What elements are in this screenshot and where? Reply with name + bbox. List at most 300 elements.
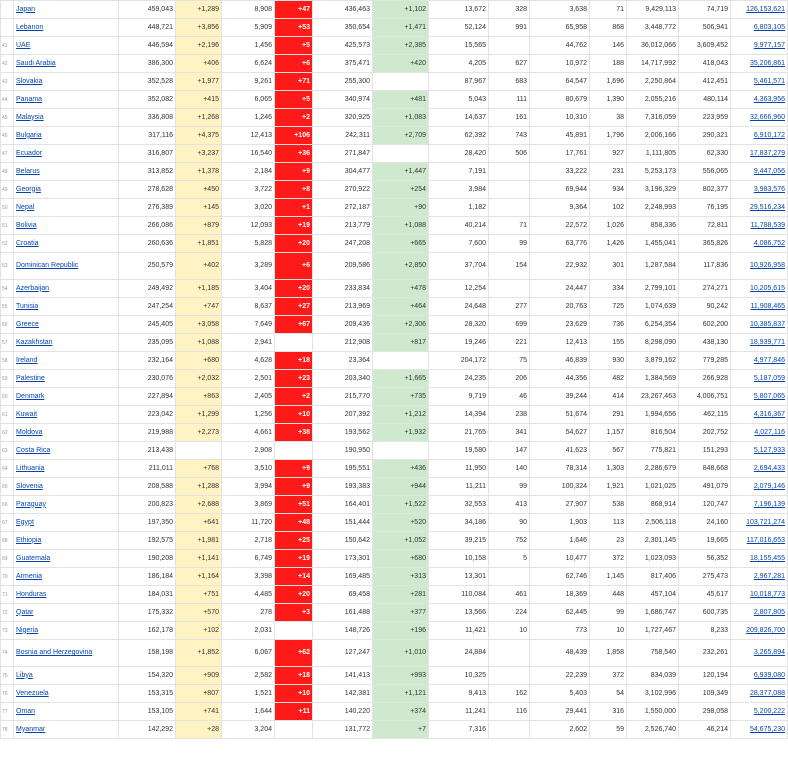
serious-critical: 221 <box>489 334 530 352</box>
population[interactable]: 18,939,771 <box>749 338 785 346</box>
table-row <box>1 199 788 217</box>
new-recovered: +313 <box>373 568 429 586</box>
serious-critical: 752 <box>489 532 530 550</box>
new-cases: +680 <box>176 352 222 370</box>
new-recovered: +1,083 <box>373 109 429 127</box>
new-deaths <box>275 721 313 739</box>
total-recovered: 212,908 <box>313 334 373 352</box>
row-index: 73 <box>1 622 14 640</box>
population[interactable]: 4,316,367 <box>753 410 785 418</box>
country-link[interactable]: Tunisia <box>16 302 39 310</box>
active-cases: 7,191 <box>429 163 489 181</box>
new-cases: +1,288 <box>176 478 222 496</box>
cases-per-million: 22,239 <box>530 667 590 685</box>
cases-per-million: 23,629 <box>530 316 590 334</box>
population[interactable]: 2,694,433 <box>753 464 785 472</box>
country-link[interactable]: Bosnia and Herzegovina <box>16 649 93 656</box>
country-link-cell <box>14 145 119 163</box>
active-cases: 24,648 <box>429 298 489 316</box>
population-cell <box>731 604 788 622</box>
population[interactable]: 209,826,700 <box>746 626 785 634</box>
total-deaths: 3,994 <box>222 478 275 496</box>
cases-per-million: 18,369 <box>530 586 590 604</box>
country-link-cell <box>14 586 119 604</box>
total-cases: 175,332 <box>119 604 176 622</box>
total-cases: 208,588 <box>119 478 176 496</box>
new-recovered: +993 <box>373 667 429 685</box>
population[interactable]: 10,385,837 <box>749 320 785 328</box>
total-deaths: 3,289 <box>222 253 275 280</box>
table-row <box>1 604 788 622</box>
total-cases: 223,042 <box>119 406 176 424</box>
country-link-cell <box>14 199 119 217</box>
deaths-per-million: 71 <box>590 1 627 19</box>
active-cases: 13,566 <box>429 604 489 622</box>
population[interactable]: 35,206,861 <box>749 59 785 67</box>
population[interactable]: 18,155,455 <box>749 554 785 562</box>
table-row <box>1 163 788 181</box>
tests-per-million: 72,811 <box>679 217 731 235</box>
total-recovered: 193,383 <box>313 478 373 496</box>
active-cases: 9,413 <box>429 685 489 703</box>
cases-per-million: 10,972 <box>530 55 590 73</box>
table-row <box>1 217 788 235</box>
serious-critical: 238 <box>489 406 530 424</box>
country-link[interactable]: Moldova <box>16 428 43 436</box>
country-link[interactable]: Guatemala <box>16 554 51 562</box>
country-link[interactable]: Egypt <box>16 518 34 526</box>
cases-per-million: 44,762 <box>530 37 590 55</box>
new-cases: +3,058 <box>176 316 222 334</box>
country-link[interactable]: Azerbaijan <box>16 284 50 292</box>
population-cell <box>731 703 788 721</box>
country-link[interactable]: Paraguay <box>16 500 46 508</box>
total-cases: 386,300 <box>119 55 176 73</box>
population-cell <box>731 217 788 235</box>
total-recovered: 190,950 <box>313 442 373 460</box>
cases-per-million: 78,314 <box>530 460 590 478</box>
country-link-cell <box>14 640 119 667</box>
total-tests: 1,384,569 <box>627 370 679 388</box>
deaths-per-million: 1,426 <box>590 235 627 253</box>
serious-critical: 116 <box>489 703 530 721</box>
population[interactable]: 6,910,172 <box>753 131 785 139</box>
cases-per-million: 29,441 <box>530 703 590 721</box>
population-cell <box>731 685 788 703</box>
tests-per-million: 19,665 <box>679 532 731 550</box>
table-row <box>1 181 788 199</box>
population-cell <box>731 181 788 199</box>
country-link[interactable]: Japan <box>16 5 36 13</box>
table-row <box>1 406 788 424</box>
serious-critical <box>489 280 530 298</box>
active-cases: 28,320 <box>429 316 489 334</box>
total-deaths: 2,184 <box>222 163 275 181</box>
population[interactable]: 6,939,080 <box>753 671 785 679</box>
new-recovered: +1,102 <box>373 1 429 19</box>
new-deaths: +11 <box>275 703 313 721</box>
total-recovered: 209,436 <box>313 316 373 334</box>
active-cases: 32,553 <box>429 496 489 514</box>
country-link-cell <box>14 91 119 109</box>
country-link-cell <box>14 568 119 586</box>
row-index: 59 <box>1 370 14 388</box>
population[interactable]: 32,666,960 <box>749 113 785 121</box>
country-link[interactable]: Lithuania <box>16 464 45 472</box>
new-recovered: +2,306 <box>373 316 429 334</box>
total-deaths: 1,246 <box>222 109 275 127</box>
total-deaths: 3,020 <box>222 199 275 217</box>
population[interactable]: 9,977,157 <box>753 41 785 49</box>
active-cases: 9,719 <box>429 388 489 406</box>
population[interactable]: 3,265,894 <box>753 649 785 656</box>
country-link[interactable]: Armenia <box>16 572 43 580</box>
country-link[interactable]: Qatar <box>16 608 34 616</box>
country-link[interactable]: Georgia <box>16 185 41 193</box>
country-link-cell <box>14 721 119 739</box>
total-cases: 230,076 <box>119 370 176 388</box>
population-cell <box>731 199 788 217</box>
deaths-per-million: 1,390 <box>590 91 627 109</box>
country-link[interactable]: Honduras <box>16 590 47 598</box>
population[interactable]: 4,027,116 <box>754 428 785 436</box>
country-link[interactable]: UAE <box>16 41 31 49</box>
deaths-per-million: 1,145 <box>590 568 627 586</box>
total-cases: 232,164 <box>119 352 176 370</box>
new-deaths <box>275 442 313 460</box>
active-cases: 62,392 <box>429 127 489 145</box>
new-deaths: +2 <box>275 388 313 406</box>
total-cases: 276,389 <box>119 199 176 217</box>
population-cell <box>731 352 788 370</box>
new-cases: +450 <box>176 181 222 199</box>
country-link[interactable]: Croatia <box>16 239 39 247</box>
new-recovered: +481 <box>373 91 429 109</box>
population[interactable]: 4,977,846 <box>753 356 785 364</box>
country-link[interactable]: Ecuador <box>16 149 43 157</box>
deaths-per-million: 1,921 <box>590 478 627 496</box>
row-index: 42 <box>1 55 14 73</box>
serious-critical: 627 <box>489 55 530 73</box>
table-row <box>1 1 788 19</box>
new-recovered <box>373 442 429 460</box>
new-cases: +1,977 <box>176 73 222 91</box>
deaths-per-million: 146 <box>590 37 627 55</box>
country-link[interactable]: Costa Rica <box>16 446 51 454</box>
table-row <box>1 55 788 73</box>
population[interactable]: 2,079,146 <box>753 482 785 490</box>
new-cases: +406 <box>176 55 222 73</box>
cases-per-million: 22,932 <box>530 253 590 280</box>
deaths-per-million: 38 <box>590 109 627 127</box>
total-cases: 313,852 <box>119 163 176 181</box>
country-link[interactable]: Slovenia <box>16 482 43 490</box>
tests-per-million: 556,065 <box>679 163 731 181</box>
new-recovered: +520 <box>373 514 429 532</box>
population[interactable]: 5,807,065 <box>753 392 785 400</box>
total-tests: 6,254,354 <box>627 316 679 334</box>
total-recovered: 304,477 <box>313 163 373 181</box>
total-cases: 317,116 <box>119 127 176 145</box>
table-row <box>1 460 788 478</box>
population[interactable]: 54,675,230 <box>749 725 785 733</box>
new-deaths: +20 <box>275 235 313 253</box>
country-link[interactable]: Malaysia <box>16 113 44 121</box>
active-cases: 34,186 <box>429 514 489 532</box>
serious-critical: 71 <box>489 217 530 235</box>
population[interactable]: 3,983,576 <box>753 185 785 193</box>
table-row <box>1 19 788 37</box>
new-deaths: +36 <box>275 145 313 163</box>
total-recovered: 271,847 <box>313 145 373 163</box>
new-cases: +415 <box>176 91 222 109</box>
total-recovered: 161,488 <box>313 604 373 622</box>
total-recovered: 247,208 <box>313 235 373 253</box>
total-tests: 9,429,113 <box>627 1 679 19</box>
tests-per-million: 275,473 <box>679 568 731 586</box>
population[interactable]: 126,153,621 <box>746 5 785 13</box>
total-cases: 336,808 <box>119 109 176 127</box>
serious-critical <box>489 181 530 199</box>
country-link-cell <box>14 604 119 622</box>
serious-critical <box>489 640 530 667</box>
country-link[interactable]: Saudi Arabia <box>16 59 56 67</box>
cases-per-million: 65,958 <box>530 19 590 37</box>
cases-per-million: 48,439 <box>530 640 590 667</box>
active-cases: 13,672 <box>429 1 489 19</box>
total-recovered: 69,458 <box>313 586 373 604</box>
row-index: 64 <box>1 460 14 478</box>
deaths-per-million: 930 <box>590 352 627 370</box>
deaths-per-million: 99 <box>590 604 627 622</box>
country-link[interactable]: Greece <box>16 320 39 328</box>
population-cell <box>731 37 788 55</box>
total-recovered: 169,485 <box>313 568 373 586</box>
population[interactable]: 11,908,465 <box>750 302 785 310</box>
cases-per-million: 39,244 <box>530 388 590 406</box>
country-link[interactable]: Ethiopia <box>16 536 42 544</box>
tests-per-million: 802,377 <box>679 181 731 199</box>
new-recovered: +90 <box>373 199 429 217</box>
new-deaths: +19 <box>275 550 313 568</box>
country-link[interactable]: Nigeria <box>16 626 39 634</box>
tests-per-million: 365,826 <box>679 235 731 253</box>
cases-per-million: 80,679 <box>530 91 590 109</box>
new-deaths: +27 <box>275 298 313 316</box>
active-cases: 5,043 <box>429 91 489 109</box>
country-link[interactable]: Denmark <box>16 392 45 400</box>
new-deaths: +3 <box>275 604 313 622</box>
new-deaths: +14 <box>275 568 313 586</box>
country-link[interactable]: Kuwait <box>16 410 38 418</box>
new-recovered: +1,212 <box>373 406 429 424</box>
cases-per-million: 54,627 <box>530 424 590 442</box>
country-link-cell <box>14 217 119 235</box>
row-index: 75 <box>1 667 14 685</box>
deaths-per-million: 291 <box>590 406 627 424</box>
new-deaths: +10 <box>275 685 313 703</box>
country-link[interactable]: Palestine <box>16 374 45 382</box>
new-cases: +741 <box>176 703 222 721</box>
row-index: 69 <box>1 550 14 568</box>
new-recovered: +1,471 <box>373 19 429 37</box>
serious-critical: 683 <box>489 73 530 91</box>
country-link[interactable]: Oman <box>16 707 36 715</box>
population-cell <box>731 145 788 163</box>
tests-per-million: 290,321 <box>679 127 731 145</box>
population[interactable]: 6,803,105 <box>753 23 785 31</box>
country-link[interactable]: Lebanon <box>16 23 44 31</box>
population[interactable]: 10,205,615 <box>749 284 785 292</box>
cases-per-million: 9,364 <box>530 199 590 217</box>
population[interactable]: 5,187,059 <box>753 374 785 382</box>
active-cases: 19,580 <box>429 442 489 460</box>
total-recovered: 207,392 <box>313 406 373 424</box>
tests-per-million: 506,941 <box>679 19 731 37</box>
total-tests: 2,250,864 <box>627 73 679 91</box>
population[interactable]: 117,016,653 <box>746 536 785 544</box>
new-cases: +909 <box>176 667 222 685</box>
country-link[interactable]: Belarus <box>16 167 40 175</box>
country-link[interactable]: Venezuela <box>16 689 49 697</box>
total-recovered: 173,301 <box>313 550 373 568</box>
country-link-cell <box>14 163 119 181</box>
serious-critical <box>489 37 530 55</box>
serious-critical: 147 <box>489 442 530 460</box>
total-deaths: 6,749 <box>222 550 275 568</box>
country-link[interactable]: Bulgaria <box>16 131 42 139</box>
active-cases: 10,158 <box>429 550 489 568</box>
row-index: 66 <box>1 496 14 514</box>
country-link-cell <box>14 127 119 145</box>
population[interactable]: 4,363,956 <box>753 95 785 103</box>
new-deaths <box>275 622 313 640</box>
population-cell <box>731 19 788 37</box>
new-recovered <box>373 352 429 370</box>
tests-per-million: 109,349 <box>679 685 731 703</box>
total-recovered: 151,444 <box>313 514 373 532</box>
new-deaths <box>275 334 313 352</box>
total-deaths: 16,540 <box>222 145 275 163</box>
country-link[interactable]: Libya <box>16 671 33 679</box>
table-row <box>1 685 788 703</box>
new-recovered: +464 <box>373 298 429 316</box>
cases-per-million: 10,477 <box>530 550 590 568</box>
cases-per-million: 62,746 <box>530 568 590 586</box>
deaths-per-million: 231 <box>590 163 627 181</box>
total-recovered: 242,311 <box>313 127 373 145</box>
population[interactable]: 9,447,056 <box>753 167 785 175</box>
population[interactable]: 2,807,805 <box>753 608 785 616</box>
country-link[interactable]: Bolivia <box>16 221 37 229</box>
total-tests: 3,879,162 <box>627 352 679 370</box>
population[interactable]: 17,837,279 <box>749 149 785 157</box>
population[interactable]: 5,461,571 <box>753 77 785 85</box>
population[interactable]: 7,196,139 <box>753 500 785 508</box>
population[interactable]: 5,127,933 <box>753 446 785 454</box>
population[interactable]: 2,967,281 <box>753 572 785 580</box>
population[interactable]: 29,516,234 <box>749 203 785 211</box>
total-cases: 266,086 <box>119 217 176 235</box>
new-cases: +3,237 <box>176 145 222 163</box>
tests-per-million: 120,194 <box>679 667 731 685</box>
population[interactable]: 10,926,958 <box>749 262 785 269</box>
population[interactable]: 5,200,222 <box>753 707 785 715</box>
tests-per-million: 117,836 <box>679 253 731 280</box>
country-link[interactable]: Myanmar <box>16 725 46 733</box>
total-recovered: 270,922 <box>313 181 373 199</box>
country-link[interactable]: Dominican Republic <box>16 262 79 269</box>
total-tests: 2,526,740 <box>627 721 679 739</box>
population-cell <box>731 667 788 685</box>
population[interactable]: 11,788,539 <box>750 221 785 229</box>
total-tests: 1,686,747 <box>627 604 679 622</box>
deaths-per-million: 448 <box>590 586 627 604</box>
table-row <box>1 388 788 406</box>
population[interactable]: 103,721,274 <box>746 518 785 526</box>
total-recovered: 193,562 <box>313 424 373 442</box>
total-tests: 36,012,066 <box>627 37 679 55</box>
total-deaths: 2,031 <box>222 622 275 640</box>
active-cases: 4,205 <box>429 55 489 73</box>
deaths-per-million: 868 <box>590 19 627 37</box>
country-link[interactable]: Nepal <box>16 203 35 211</box>
deaths-per-million: 113 <box>590 514 627 532</box>
country-link[interactable]: Slovakia <box>16 77 43 85</box>
country-link-cell <box>14 424 119 442</box>
new-recovered: +944 <box>373 478 429 496</box>
total-cases: 278,628 <box>119 181 176 199</box>
cases-per-million: 51,674 <box>530 406 590 424</box>
serious-critical: 506 <box>489 145 530 163</box>
total-tests: 834,039 <box>627 667 679 685</box>
tests-per-million: 491,079 <box>679 478 731 496</box>
total-deaths: 2,405 <box>222 388 275 406</box>
total-cases: 250,579 <box>119 253 176 280</box>
country-link[interactable]: Panama <box>16 95 43 103</box>
total-cases: 249,492 <box>119 280 176 298</box>
country-link[interactable]: Ireland <box>16 356 38 364</box>
table-row <box>1 370 788 388</box>
active-cases: 87,967 <box>429 73 489 91</box>
total-tests: 2,301,145 <box>627 532 679 550</box>
cases-per-million: 45,891 <box>530 127 590 145</box>
total-cases: 247,254 <box>119 298 176 316</box>
country-link-cell <box>14 19 119 37</box>
new-cases: +768 <box>176 460 222 478</box>
new-deaths: +5 <box>275 37 313 55</box>
population-cell <box>731 109 788 127</box>
new-cases: +1,088 <box>176 334 222 352</box>
active-cases: 12,254 <box>429 280 489 298</box>
total-deaths: 6,624 <box>222 55 275 73</box>
active-cases: 40,214 <box>429 217 489 235</box>
population-cell <box>731 298 788 316</box>
new-recovered: +1,522 <box>373 496 429 514</box>
table-row <box>1 316 788 334</box>
population-cell <box>731 388 788 406</box>
country-link-cell <box>14 1 119 19</box>
population[interactable]: 28,377,088 <box>749 689 785 697</box>
country-link[interactable]: Kazakhstan <box>16 338 53 346</box>
population[interactable]: 4,086,752 <box>753 239 785 247</box>
population[interactable]: 10,018,773 <box>749 590 785 598</box>
serious-critical: 99 <box>489 235 530 253</box>
tests-per-million: 90,242 <box>679 298 731 316</box>
population-cell <box>731 316 788 334</box>
total-tests: 1,023,093 <box>627 550 679 568</box>
cases-per-million: 41,623 <box>530 442 590 460</box>
